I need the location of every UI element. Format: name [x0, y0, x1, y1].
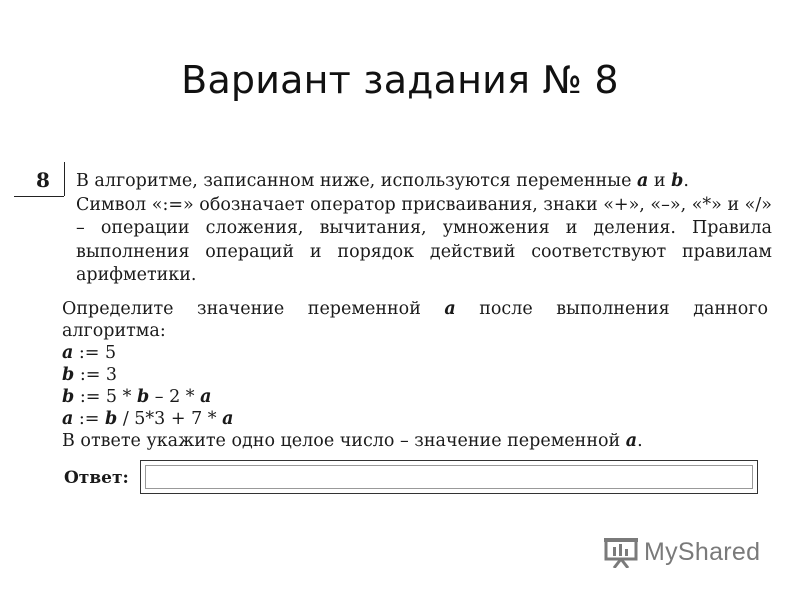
- code-line-3: b := 5 * b – 2 * a: [62, 387, 212, 407]
- question-line-1: Определите значение переменной a после выполнения данного: [62, 299, 768, 319]
- answer-box[interactable]: [140, 460, 758, 494]
- code-line-2: b := 3: [62, 365, 118, 385]
- intro-line-1: В алгоритме, записанном ниже, используются переменные a и b.: [76, 171, 689, 191]
- presentation-board-icon: [604, 538, 638, 568]
- var-a: a: [444, 299, 456, 319]
- question-line-2: алгоритма:: [62, 321, 166, 341]
- myshared-logo: [604, 536, 774, 570]
- var-b: b: [671, 171, 684, 191]
- answer-box-inner: [145, 465, 753, 489]
- code-line-1: a := 5: [62, 343, 117, 363]
- answer-row: [64, 460, 764, 496]
- task-number-divider: [64, 162, 65, 196]
- logo-text: MyShared: [644, 538, 761, 566]
- intro-rules-text: Символ «:=» обозначает оператор присваивания, знаки «+», «–», «*» и «/» – операции сложения, вычитания, умножения и деления. Правила выполнения операций и порядок действий соответствуют правилам арифметики.: [76, 194, 772, 285]
- task-intro: [76, 170, 772, 288]
- var-a: a: [625, 431, 638, 451]
- answer-label: Ответ:: [64, 468, 129, 488]
- code-line-4: a := b / 5*3 + 7 * a: [62, 409, 234, 429]
- task-number: 8: [36, 168, 50, 192]
- task-question: [62, 298, 768, 452]
- task-number-underline: [14, 196, 64, 197]
- var-a: a: [637, 171, 649, 191]
- answer-instruction: В ответе укажите одно целое число – значение переменной a.: [62, 431, 643, 451]
- slide-title: Вариант задания № 8: [181, 58, 619, 102]
